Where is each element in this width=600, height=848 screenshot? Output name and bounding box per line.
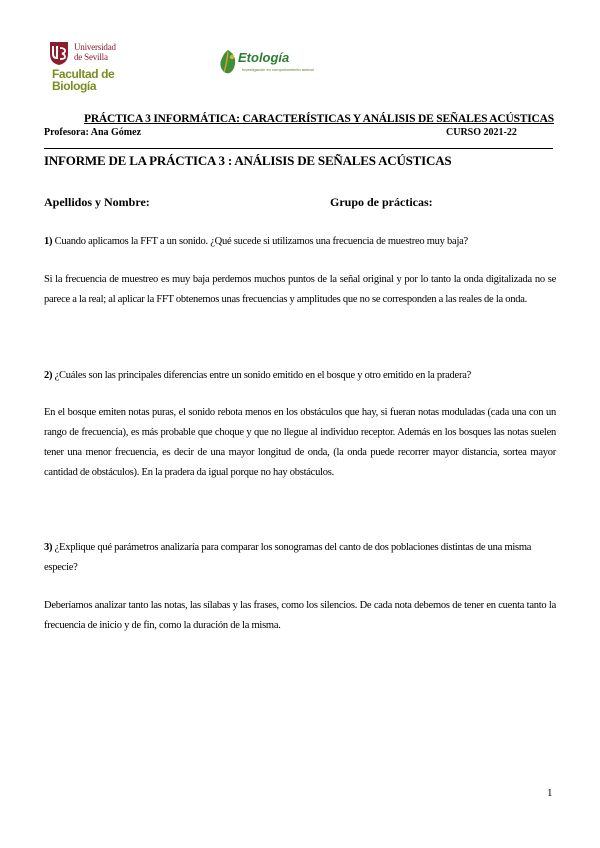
student-name-label: Apellidos y Nombre: [44,195,150,209]
faculty-name-line2: Biología [52,79,97,93]
faculty-name-line1: Facultad de [52,67,115,81]
practice-header-title: PRÁCTICA 3 INFORMÁTICA: CARACTERÍSTICAS Y ANÁLISIS DE SEÑALES ACÚSTICAS [84,113,554,125]
course-year: CURSO 2021-22 [446,127,517,138]
practice-group-label: Grupo de prácticas: [330,195,433,209]
etologia-leaf-icon [216,48,240,78]
question-3-number: 3) [44,542,53,553]
university-name-line1: Universidad [74,42,116,52]
answer-3: Deberíamos analizar tanto las notas, las sílabas y las frases, como los silencios. De cada nota debemos de tener en cuenta tanto la frecuencia de inicio y de fin, como la duración de la misma. [44,600,556,631]
question-2-text: ¿Cuáles son las principales diferencias entre un sonido emitido en el bosque y otro emitido en la pradera? [52,370,472,381]
teacher-name: Profesora: Ana Gómez [44,127,142,138]
page-number: 1 [547,787,553,799]
question-2-number: 2) [44,370,53,381]
question-1-number: 1) [44,236,53,247]
question-1-text: Cuando aplicamos la FFT a un sonido. ¿Qué sucede si utilizamos una frecuencia de muestreo muy baja? [52,236,468,247]
university-name-line2: de Sevilla [74,52,108,62]
answer-1: Si la frecuencia de muestreo es muy baja perdemos muchos puntos de la señal original y por lo tanto la onda digitalizada no se parece a la real; al aplicar la FFT obtenemos unas frecuencias y amplitudes que no se corresponden a las reales de la onda. [44,274,556,305]
report-title: INFORME DE LA PRÁCTICA 3 : ANÁLISIS DE SEÑALES ACÚSTICAS [44,153,452,168]
question-3-text: ¿Explique qué parámetros analizaría para comparar los sonogramas del canto de dos poblaciones distintas de una misma especie? [44,542,532,573]
etologia-wordmark: Etología [238,50,290,65]
question-3 [44,538,556,578]
header-divider [44,148,553,149]
etologia-subtitle: Investigación en comportamiento animal [242,67,314,72]
question-1 [44,232,556,252]
question-2 [44,366,556,386]
university-crest-icon [48,40,70,66]
etologia-logo [216,46,314,82]
answer-2: En el bosque emiten notas puras, el sonido rebota menos en los obstáculos que hay, si fueran notas moduladas (cada una con un rango de frecuencia), es más probable que choque y que no llegue al individuo receptor. Además en los bosques las notas suelen tener una menor frecuencia, es decir de una mayor longitud de onda, (la onda puede recorrer mayor distancia, sortea mayor cantidad de obstáculos). En la pradera da igual porque no hay obstáculos. [44,407,556,478]
university-logo [48,38,138,96]
